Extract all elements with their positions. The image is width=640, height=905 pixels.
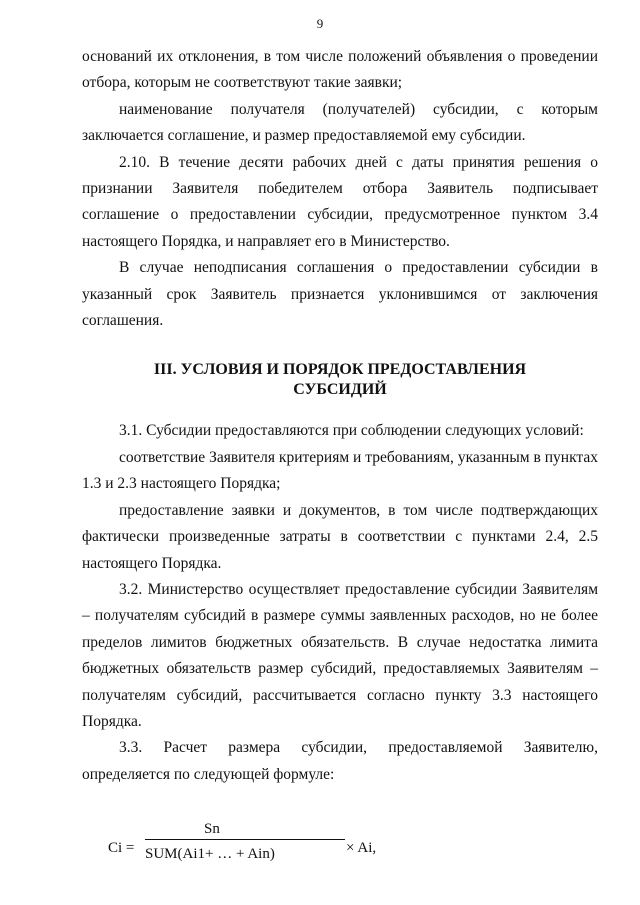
formula-tail: × Ai, (346, 840, 377, 857)
subsidy-formula (82, 812, 598, 872)
paragraph: 3.1. Субсидии предоставляются при соблюдении следующих условий: (119, 422, 584, 440)
formula-lhs: Ci = (108, 840, 135, 857)
section-heading-line: III. УСЛОВИЯ И ПОРЯДОК ПРЕДОСТАВЛЕНИЯ (153, 361, 527, 379)
formula-denominator: SUM(Ai1+ … + Ain) (145, 846, 275, 863)
paragraph: наименование получателя (получателей) субсидии, с которым заключается соглашение, и размер предоставляемой ему субсидии. (82, 100, 598, 145)
paragraph: соответствие Заявителя критериям и требованиям, указанным в пунктах 1.3 и 2.3 настоящего Порядка; (82, 448, 598, 493)
formula-numerator: Sn (204, 821, 220, 838)
paragraph: оснований их отклонения, в том числе положений объявления о проведении отбора, которым не соответствуют такие заявки; (82, 48, 598, 92)
formula-fraction-bar (145, 839, 345, 840)
section-heading (82, 360, 598, 400)
section-heading-line: СУБСИДИЙ (293, 381, 387, 399)
paragraph: предоставление заявки и документов, в том числе подтверждающих фактически произведенные затраты в соответствии с пунктами 2.4, 2.5 настоящего Порядка. (82, 501, 598, 572)
paragraph: 3.3. Расчет размера субсидии, предоставляемой Заявителю, определяется по следующей формуле: (82, 739, 598, 783)
page-number: 9 (316, 16, 324, 31)
paragraph: В случае неподписания соглашения о предоставлении субсидии в указанный срок Заявитель признается уклонившимся от заключения соглашения. (82, 259, 598, 330)
paragraph: 2.10. В течение десяти рабочих дней с даты принятия решения о признании Заявителя победителем отбора Заявитель подписывает соглашение о предоставлении субсидии, предусмотренное пунктом 3.4 настоящего Порядка, и направляет его в Министерство. (82, 153, 598, 250)
paragraph: 3.2. Министерство осуществляет предоставление субсидии Заявителям – получателям субсидий в размере суммы заявленных расходов, но не более пределов лимитов бюджетных обязательств. В случае недостатка лимита бюджетных обязательств размер субсидий, предоставляемых Заявителям – получателям субсидий, рассчитывается согласно пункту 3.3 настоящего Порядка. (82, 580, 598, 730)
document-body (82, 44, 598, 872)
